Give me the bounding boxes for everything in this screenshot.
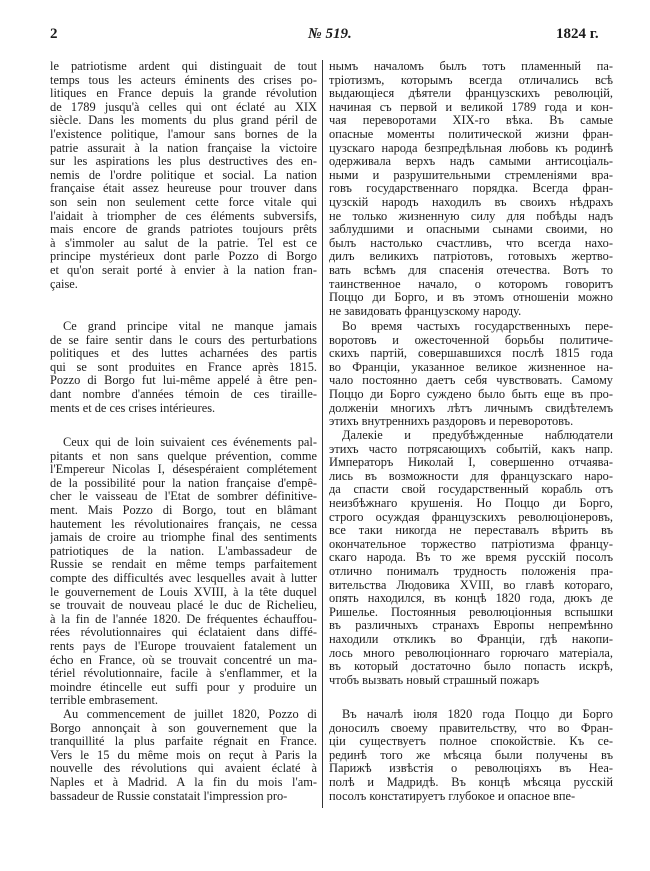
text-line: этихъ часто потрясающихъ событій, какъ напр. (329, 442, 613, 456)
year: 1824 г. (556, 26, 599, 42)
paragraph (329, 708, 613, 803)
text-line: moindre étincelle eut suffi pour y produire un (50, 680, 317, 694)
text-line: начиная съ первой и великой 1789 года и кон- (329, 100, 613, 114)
paragraph (329, 60, 613, 318)
text-line: этихъ внутреннихъ раздоровъ и переворотовъ. (329, 415, 574, 429)
text-line: Ceux qui de loin suivaient ces événements pal- (63, 436, 317, 449)
text-line: посолъ констатируетъ глубокое и опасное впе- (329, 789, 576, 803)
text-line: въ который достаточно было попасть искрѣ, (329, 660, 613, 674)
text-line: чтобъ вызвать новый страшный пожаръ (329, 673, 540, 687)
text-line: дилъ великихъ патріотовъ, готовыхъ жертво- (329, 250, 613, 264)
text-line: qui se sont produites en France après 1815. (50, 360, 317, 374)
paragraph (329, 320, 613, 429)
paragraph (50, 708, 317, 803)
text-line: Pozzo di Borgo fut lui-même appelé à être pen- (50, 374, 317, 388)
text-line: да спасти свой государственный корабль отъ (329, 483, 613, 497)
text-line: чало постоянно даетъ себя чувствовать. Самому (329, 374, 613, 388)
text-line: лись въ возможности для французскаго наро- (329, 469, 613, 483)
text-line: Au commencement de juillet 1820, Pozzo di (63, 708, 317, 721)
text-line: Russie se rendait en même temps parfaitement (50, 558, 317, 572)
text-line: et qu'on serait porté à envier à la nation fran- (50, 263, 317, 277)
text-line: de la possibilité pour la nation française d'empê- (50, 476, 317, 490)
text-line: Borgo annonçait à son gouvernement que la (50, 721, 317, 735)
text-line: строго осуждая французскихъ революціонеровъ, (329, 510, 613, 524)
text-line: dant nombre d'années témoin de ces tiraille- (50, 387, 317, 401)
text-line: à la fin de l'année 1820. De fréquentes échauffou- (50, 612, 317, 626)
text-line: полѣ и Мадридѣ. Въ концѣ мѣсяца русскій (329, 775, 613, 789)
text-line: tériel révolutionnaire, facile à s'enflammer, et la (50, 667, 317, 681)
text-line: le gouvernement de Louis XVIII, à la tête duquel (50, 585, 317, 599)
text-line: долженіи многихъ лѣтъ личнымъ свидѣтелемъ (329, 401, 613, 415)
paragraph (329, 429, 613, 687)
paragraph (50, 320, 317, 415)
text-line: доносилъ своему правительству, что во Фран- (329, 721, 613, 735)
column-divider (322, 60, 323, 808)
text-line: въ различныхъ странахъ Европы непремѣнно (329, 619, 613, 633)
text-line: тріотизмъ, которымъ всегда отличались всѣ (329, 73, 613, 87)
text-line: вительства Людовика XVIII, во главѣ котораго, (329, 578, 613, 592)
text-line: не только жизненную силу для побѣды надъ (329, 209, 613, 223)
text-line: рединѣ того же мѣсяца были получены въ (329, 748, 613, 762)
text-line: Парижѣ извѣстія о революціяхъ въ Неа- (329, 762, 613, 776)
text-line: hautement les révolutionaires français, ne cessa (50, 517, 317, 531)
text-line: son sein non seulement cette force vitale qui (50, 195, 317, 209)
text-line: l'aidait à triompher de ces éléments subversifs, (50, 209, 317, 223)
text-line: ными и разрушительными стремленіями вра- (329, 168, 613, 182)
text-line: nouvelle des révolutions qui avaient éclaté à (50, 762, 317, 776)
text-line: Vers le 15 du même mois on reçut à Paris la (50, 748, 317, 762)
page-number: 2 (50, 26, 58, 42)
text-line: окончательное торжество патріотизма францу- (329, 537, 613, 551)
text-line: française était assez heureuse pour trouver dans (50, 182, 317, 196)
text-line: pitants et non sans quelque prévention, comme (50, 449, 317, 463)
text-line: Поццо ди Борго, и въ этомъ отношеніи можно (329, 291, 613, 305)
text-line: jamais de croire au triomphe final des sentiments (50, 531, 317, 545)
text-line: лось много революціоннаго горючаго матеріала, (329, 646, 613, 660)
text-line: нымъ началомъ былъ тотъ пламенный па- (329, 60, 613, 73)
text-line: se trouvait de nouveau placé le duc de Richelieu, (50, 599, 317, 613)
text-line: Ришелье. Постоянныя революціонныя вспышки (329, 605, 613, 619)
text-line: Поццо ди Борго суждено было быть еще въ про- (329, 387, 613, 401)
text-line: compte des difficultés avec lesquelles avait à lutter (50, 571, 317, 585)
text-line: de 1789 jusqu'à celles qui ont éclaté au XIX (50, 100, 317, 114)
text-line: неизбѣжнаго крушенія. Но Поццо ди Борго, (329, 496, 613, 510)
text-line: таинственное начало, о которомъ говоритъ (329, 277, 613, 291)
text-line: Во время частыхъ государственныхъ пере- (342, 320, 613, 333)
text-line: politiques et des luttes acharnées des partis (50, 347, 317, 361)
text-line: опасные моменты политической жизни фран- (329, 127, 613, 141)
text-line: çaise. (50, 277, 78, 291)
text-line: à s'immoler au salut de la patrie. Tel est ce (50, 236, 317, 250)
text-line: цузскій народъ находилъ въ своихъ нѣдрахъ (329, 195, 613, 209)
text-line: во Франціи, указанное великое жизненное на- (329, 360, 613, 374)
document-number: № 519. (308, 26, 352, 42)
text-line: l'existence politique, l'amour sans bornes de la (50, 127, 317, 141)
text-line: tranquillité la plus parfaite régnait en France. (50, 735, 317, 749)
text-line: nemis de l'ordre politique et social. La nation (50, 168, 317, 182)
text-line: выдающіеся дѣятели французскихъ революцій, (329, 87, 613, 101)
text-line: заблудшими и опасными сынами своими, но (329, 223, 613, 237)
text-line: Далекіе и предубѣжденные наблюдатели (342, 429, 613, 442)
text-line: patrie assurait à la nation française la victoire (50, 141, 317, 155)
text-line: rées révolutionnaires qui éclataient dans diffé- (50, 626, 317, 640)
text-line: ments et de ces crises intérieures. (50, 401, 216, 415)
text-line: Императоръ Николай I, совершенно отчаява- (329, 456, 613, 470)
paragraph (50, 436, 317, 708)
text-line: rents pays de l'Europe trouvaient fatalement un (50, 639, 317, 653)
text-line: находили откликъ во Франціи, гдѣ накопи- (329, 632, 613, 646)
text-line: sur les aspirations les plus destructives des en- (50, 155, 317, 169)
text-line: скаго народа. Въ то же время русскій посолъ (329, 551, 613, 565)
text-line: опять находился, въ концѣ 1820 года, дюкъ де (329, 592, 613, 606)
text-line: terrible embrasement. (50, 694, 159, 708)
text-line: temps tous les acteurs éminents des crises po- (50, 73, 317, 87)
text-line: все таки никогда не переставалъ вѣрить въ (329, 524, 613, 538)
text-line: cher le vaisseau de l'Etat de sombrer définitive- (50, 490, 317, 504)
text-line: de se faire sentir dans le cours des perturbations (50, 333, 317, 347)
text-line: былъ настолько счастливъ, что всегда нахо- (329, 236, 613, 250)
text-line: ціи существуетъ полное спокойствіе. Къ се- (329, 735, 613, 749)
text-line: одерживала верхъ надъ самыми антисоціаль- (329, 155, 613, 169)
text-line: не завидовать французскому народу. (329, 304, 522, 318)
text-line: цузскаго народа безпредѣльная любовь къ родинѣ (329, 141, 613, 155)
text-line: siècle. Dans les moments du plus grand péril de (50, 114, 317, 128)
text-line: воротовъ и ожесточенной борьбы политиче- (329, 333, 613, 347)
text-line: Въ началѣ іюля 1820 года Поццо ди Борго (342, 708, 613, 721)
text-line: ment. Mais Pozzo di Borgo, tout en blâmant (50, 503, 317, 517)
text-line: litiques en France depuis la grande révolution (50, 87, 317, 101)
paragraph (50, 60, 317, 291)
text-line: bassadeur de Russie constatait l'impression pro- (50, 789, 288, 803)
text-line: скихъ партій, совершавшихся послѣ 1815 года (329, 347, 613, 361)
text-line: principe mystérieux dont parle Pozzo di Borgo (50, 250, 317, 264)
text-line: Naples et à Madrid. A la fin du mois l'am- (50, 775, 317, 789)
text-line: le patriotisme ardent qui distinguait de tout (50, 60, 317, 73)
text-line: вать всѣмъ для спасенія отечества. Вотъ то (329, 263, 613, 277)
text-line: mais encore de grands patriotes toujours prêts (50, 223, 317, 237)
text-line: говъ государственнаго порядка. Всегда фран- (329, 182, 613, 196)
text-line: écho en France, où se trouvait concentré un ma- (50, 653, 317, 667)
text-line: чая переворотами XIX-го вѣка. Въ самые (329, 114, 613, 128)
text-line: patriotiques de la nation. L'ambassadeur de (50, 544, 317, 558)
text-line: отлично понималъ трудность положенія пра- (329, 564, 613, 578)
text-line: l'Empereur Nicolas I, désespéraient complétement (50, 463, 317, 477)
text-line: Ce grand principe vital ne manque jamais (63, 320, 317, 333)
